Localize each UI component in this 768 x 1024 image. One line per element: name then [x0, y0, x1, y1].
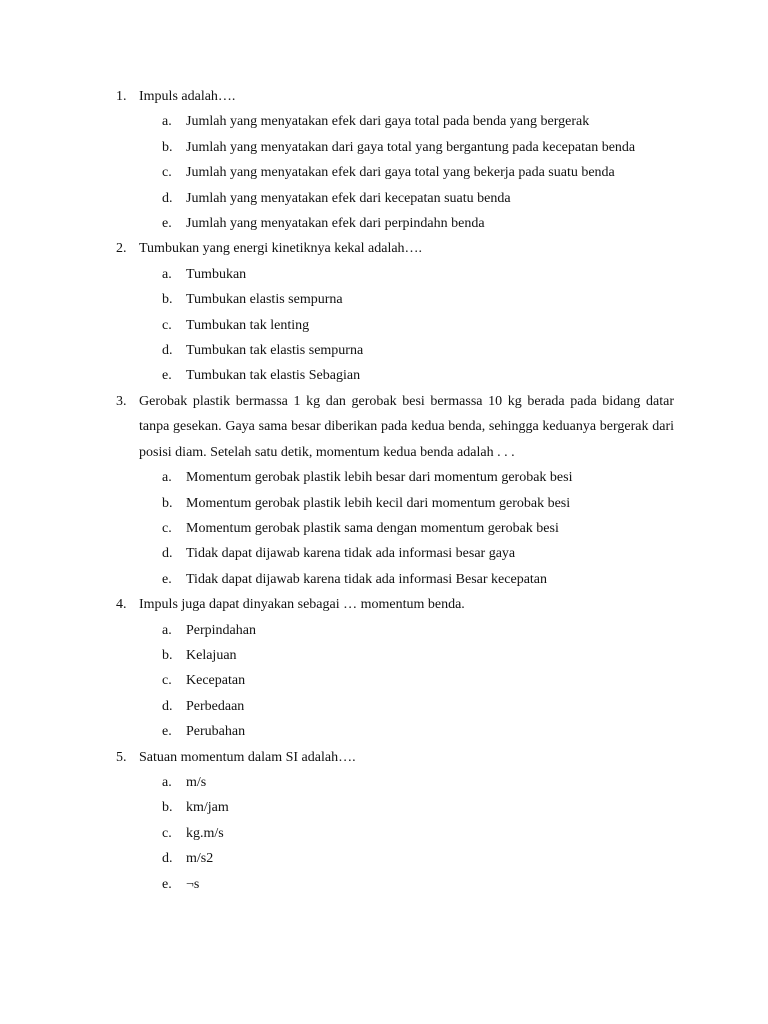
option-list	[0, 618, 768, 745]
option-letter: c.	[162, 825, 172, 841]
option-c	[0, 821, 768, 846]
question-number: 3.	[116, 393, 127, 409]
option-c	[0, 668, 768, 693]
option-text: Tidak dapat dijawab karena tidak ada informasi Besar kecepatan	[186, 571, 548, 587]
option-text: Momentum gerobak plastik lebih kecil dari momentum gerobak besi	[186, 495, 571, 511]
option-text: ¬s	[186, 876, 200, 892]
option-text: Tumbukan	[186, 266, 247, 282]
option-a	[0, 618, 768, 643]
question-number: 5.	[116, 749, 127, 765]
option-text: Kecepatan	[186, 673, 246, 689]
option-text: Jumlah yang menyatakan efek dari gaya total pada benda yang bergerak	[186, 114, 590, 130]
question-1	[0, 84, 768, 236]
option-letter: b.	[162, 647, 173, 663]
option-text: Perubahan	[186, 724, 246, 740]
option-letter: d.	[162, 546, 173, 562]
option-text: Tumbukan tak elastis Sebagian	[186, 368, 361, 384]
option-e	[0, 872, 768, 897]
option-letter: e.	[162, 724, 172, 740]
option-text: kg.m/s	[186, 825, 224, 841]
question-3	[0, 389, 768, 592]
option-text: Jumlah yang menyatakan dari gaya total yang bergantung pada kecepatan benda	[186, 139, 636, 155]
option-list	[0, 262, 768, 389]
option-letter: c.	[162, 520, 172, 536]
question-text: Gerobak plastik bermassa 1 kg dan gerobak besi bermassa 10 kg berada pada bidang datar tanpa gesekan. Gaya sama besar diberikan pada kedua benda, sehingga keduanya bergerak dari posisi diam. Setelah satu detik, momentum kedua benda adalah . . .	[139, 393, 674, 460]
option-text: m/s2	[186, 851, 214, 867]
option-e	[0, 363, 768, 388]
option-b	[0, 795, 768, 820]
option-text: km/jam	[186, 800, 229, 816]
option-c	[0, 160, 768, 185]
option-letter: a.	[162, 774, 172, 790]
option-letter: c.	[162, 165, 172, 181]
option-a	[0, 262, 768, 287]
option-b	[0, 643, 768, 668]
question-text: Tumbukan yang energi kinetiknya kekal adalah….	[139, 241, 423, 257]
option-text: Momentum gerobak plastik lebih besar dari momentum gerobak besi	[186, 470, 573, 486]
option-list	[0, 770, 768, 897]
option-c	[0, 516, 768, 541]
question-5	[0, 745, 768, 897]
option-e	[0, 719, 768, 744]
question-4	[0, 592, 768, 744]
question-number: 4.	[116, 597, 127, 613]
option-letter: d.	[162, 343, 173, 359]
question-text: Impuls adalah….	[139, 89, 236, 104]
option-a	[0, 770, 768, 795]
option-text: Perpindahan	[186, 622, 256, 638]
question-number: 2.	[116, 241, 127, 257]
option-letter: b.	[162, 495, 173, 511]
option-letter: b.	[162, 292, 173, 308]
option-letter: d.	[162, 851, 173, 867]
option-text: Tumbukan tak elastis sempurna	[186, 343, 364, 359]
option-letter: d.	[162, 190, 173, 206]
option-d	[0, 186, 768, 211]
option-d	[0, 541, 768, 566]
option-letter: a.	[162, 622, 172, 638]
question-text: Impuls juga dapat dinyakan sebagai … momentum benda.	[139, 597, 465, 613]
option-letter: e.	[162, 368, 172, 384]
option-list	[0, 465, 768, 592]
option-letter: c.	[162, 673, 172, 689]
option-text: Jumlah yang menyatakan efek dari kecepatan suatu benda	[186, 190, 511, 206]
document-page	[0, 84, 768, 897]
option-d	[0, 846, 768, 871]
option-letter: e.	[162, 876, 172, 892]
option-letter: b.	[162, 800, 173, 816]
option-list	[0, 109, 768, 236]
option-b	[0, 135, 768, 160]
question-number: 1.	[116, 89, 127, 104]
option-letter: a.	[162, 114, 172, 130]
option-text: Tumbukan tak lenting	[186, 317, 310, 333]
option-a	[0, 465, 768, 490]
option-letter: d.	[162, 698, 173, 714]
option-b	[0, 491, 768, 516]
option-text: m/s	[186, 774, 207, 790]
question-text: Satuan momentum dalam SI adalah….	[139, 749, 356, 765]
option-text: Perbedaan	[186, 698, 245, 714]
option-c	[0, 313, 768, 338]
question-list	[0, 84, 768, 897]
option-letter: c.	[162, 317, 172, 333]
option-d	[0, 338, 768, 363]
option-letter: a.	[162, 266, 172, 282]
option-letter: b.	[162, 139, 173, 155]
option-a	[0, 109, 768, 134]
option-text: Tumbukan elastis sempurna	[186, 292, 343, 308]
option-letter: a.	[162, 470, 172, 486]
option-b	[0, 287, 768, 312]
option-letter: e.	[162, 571, 172, 587]
option-e	[0, 211, 768, 236]
question-2	[0, 236, 768, 388]
option-text: Jumlah yang menyatakan efek dari perpindahn benda	[186, 216, 485, 232]
option-letter: e.	[162, 216, 172, 232]
option-text: Kelajuan	[186, 647, 237, 663]
option-d	[0, 694, 768, 719]
option-text: Momentum gerobak plastik sama dengan momentum gerobak besi	[186, 520, 559, 536]
option-text: Jumlah yang menyatakan efek dari gaya total yang bekerja pada suatu benda	[186, 165, 615, 181]
option-text: Tidak dapat dijawab karena tidak ada informasi besar gaya	[186, 546, 516, 562]
option-e	[0, 567, 768, 592]
